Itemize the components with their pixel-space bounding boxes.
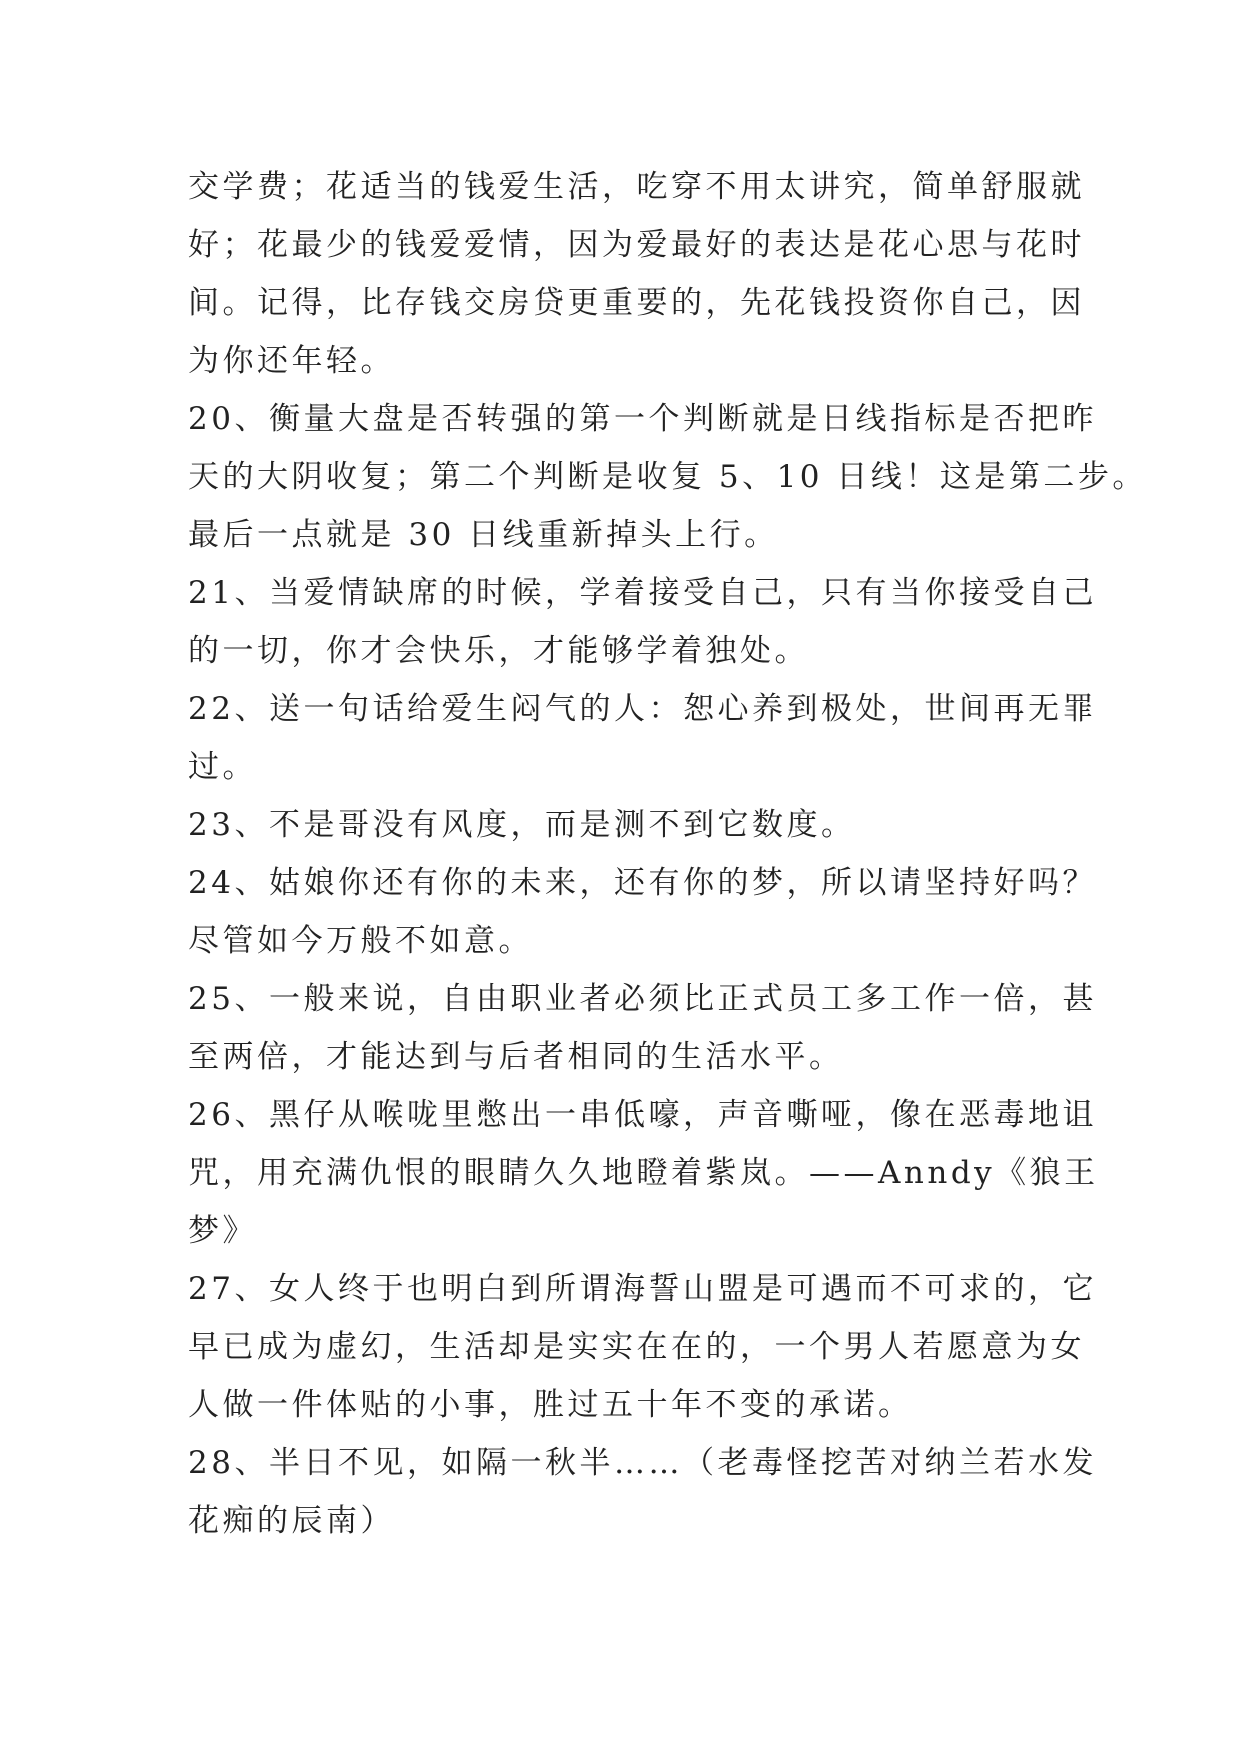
document-body [188, 158, 1147, 1550]
paragraph-item-22 [188, 680, 1097, 796]
text-line: 25、一般来说，自由职业者必须比正式员工多工作一倍，甚 [188, 981, 1097, 1017]
text-line: 为你还年轻。 [188, 343, 395, 379]
text-line: 尽管如今万般不如意。 [188, 923, 533, 959]
text-line: 22、送一句话给爱生闷气的人：恕心养到极处，世间再无罪 [188, 691, 1097, 727]
paragraph-item-20 [188, 390, 1147, 564]
text-line: 过。 [188, 749, 257, 785]
text-line: 24、姑娘你还有你的未来，还有你的梦，所以请坚持好吗？ [188, 865, 1097, 901]
paragraph-item-25 [188, 970, 1097, 1086]
text-line: 的一切，你才会快乐，才能够学着独处。 [188, 633, 809, 669]
text-line: 26、黑仔从喉咙里憋出一串低嚎，声音嘶哑，像在恶毒地诅 [188, 1097, 1097, 1133]
text-line: 交学费；花适当的钱爱生活，吃穿不用太讲究，简单舒服就 [188, 169, 1085, 205]
text-line: 人做一件体贴的小事，胜过五十年不变的承诺。 [188, 1387, 913, 1423]
paragraph-continued [188, 158, 1085, 390]
text-line: 20、衡量大盘是否转强的第一个判断就是日线指标是否把昨 [188, 401, 1097, 437]
text-line: 28、半日不见，如隔一秋半……（老毒怪挖苦对纳兰若水发 [188, 1445, 1097, 1481]
paragraph-item-23 [188, 796, 1058, 854]
text-line: 咒，用充满仇恨的眼睛久久地瞪着紫岚。——Anndy《狼王 [188, 1155, 1099, 1191]
text-line: 早已成为虚幻，生活却是实实在在的，一个男人若愿意为女 [188, 1329, 1085, 1365]
text-line: 23、不是哥没有风度，而是测不到它数度。 [188, 807, 856, 843]
text-line: 21、当爱情缺席的时候，学着接受自己，只有当你接受自己 [188, 575, 1097, 611]
text-line: 27、女人终于也明白到所谓海誓山盟是可遇而不可求的，它 [188, 1271, 1097, 1307]
paragraph-item-21 [188, 564, 1097, 680]
paragraph-item-27 [188, 1260, 1097, 1434]
text-line: 好；花最少的钱爱爱情，因为爱最好的表达是花心思与花时 [188, 227, 1085, 263]
text-line: 花痴的辰南） [188, 1503, 395, 1539]
text-line: 至两倍，才能达到与后者相同的生活水平。 [188, 1039, 844, 1075]
text-line: 梦》 [188, 1213, 257, 1249]
text-line: 天的大阴收复；第二个判断是收复 5、10 日线！这是第二步。 [188, 459, 1147, 495]
text-line: 最后一点就是 30 日线重新掉头上行。 [188, 517, 779, 553]
paragraph-item-24 [188, 854, 1097, 970]
paragraph-item-26 [188, 1086, 1099, 1260]
paragraph-item-28 [188, 1434, 1097, 1550]
text-line: 间。记得，比存钱交房贷更重要的，先花钱投资你自己，因 [188, 285, 1085, 321]
